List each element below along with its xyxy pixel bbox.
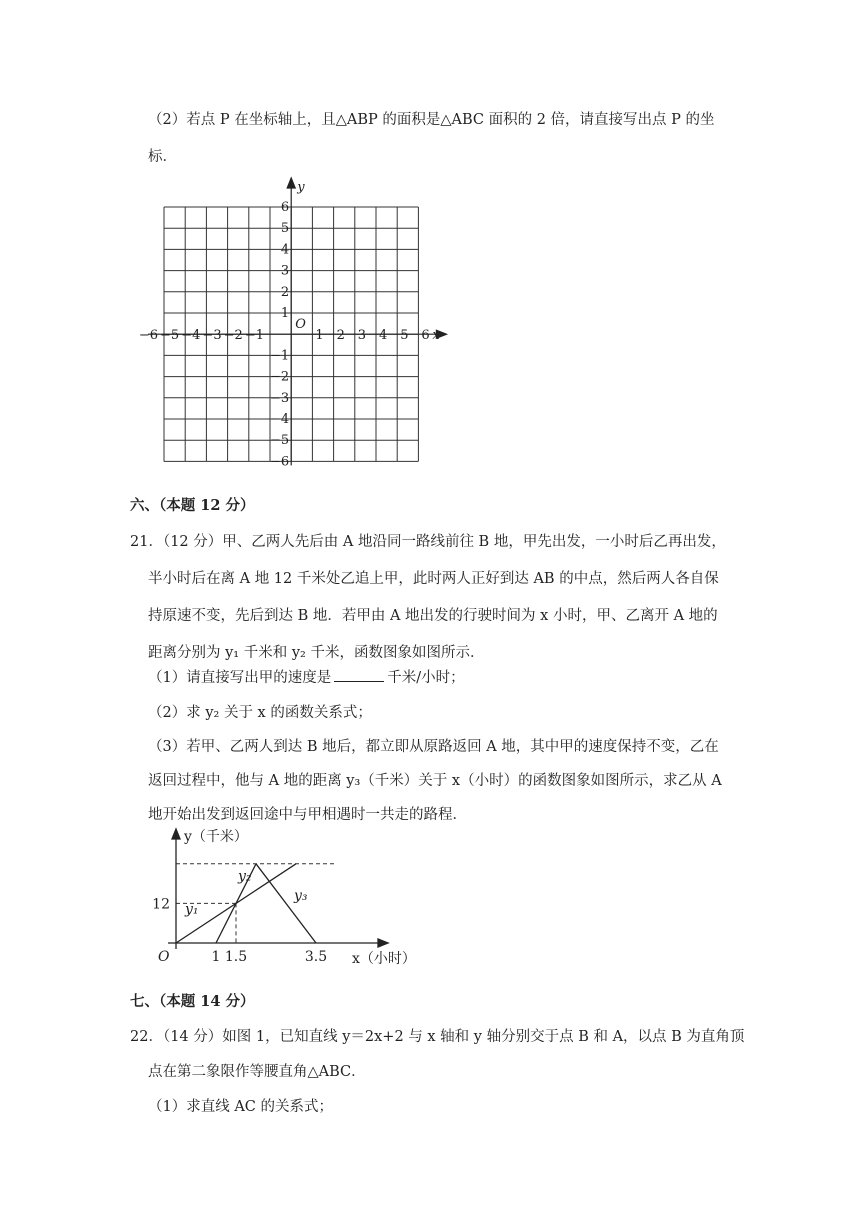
x-tick-label: −5: [160, 328, 180, 344]
y-axis-label: y（千米）: [184, 829, 248, 845]
y-tick-label: 1: [280, 306, 290, 321]
y-tick-label: −2: [270, 369, 290, 385]
x-tick-label: 3.5: [304, 949, 328, 965]
section-7-title: 七、（本题 14 分）: [130, 993, 255, 1010]
q21-line4: 距离分别为 y₁ 千米和 y₂ 千米，函数图象如图所示．: [148, 645, 485, 661]
q21-line2: 半小时后在离 A 地 12 千米处乙追上甲，此时两人正好到达 AB 的中点，然后两人各自保: [148, 571, 719, 587]
series-label: y₃: [294, 888, 308, 905]
q22-part1: （1）求直线 AC 的关系式；: [148, 1099, 334, 1115]
y-tick-label: 2: [280, 284, 290, 300]
y-axis-arrow: [172, 829, 180, 839]
q22-line1: 22．（14 分）如图 1，已知直线 y＝2x+2 与 x 轴和 y 轴分别交于点 B 和 A，以点 B 为直角顶: [130, 1029, 745, 1045]
x-tick-label: 1.5: [224, 949, 248, 965]
origin-label: O: [158, 949, 170, 965]
q22-line2: 点在第二象限作等腰直角△ABC．: [148, 1064, 366, 1080]
q21-part3-line1: （3）若甲、乙两人到达 B 地后，都立即从原路返回 A 地，其中甲的速度保持不变，乙在: [148, 739, 719, 755]
x-tick-label: 6: [421, 328, 430, 344]
q20-part2-line1: （2）若点 P 在坐标轴上，且△ABP 的面积是△ABC 面积的 2 倍，请直接写出点 P 的坐: [148, 112, 715, 128]
coordinate-grid: [0, 175, 860, 485]
y-tick-label: 5: [280, 221, 290, 237]
q21-line1: 21．（12 分）甲、乙两人先后由 A 地沿同一路线前往 B 地，甲先出发，一小时后乙再出发，: [130, 534, 726, 550]
q21-part1: [148, 666, 465, 687]
series-label: y₂: [238, 868, 252, 885]
x-tick-label: 1: [211, 949, 221, 965]
x-axis-label: x: [432, 328, 440, 344]
x-axis-label: x（小时）: [352, 951, 416, 967]
q21-line3: 持原速不变，先后到达 B 地．若甲由 A 地出发的行驶时间为 x 小时，甲、乙离开 A 地的: [148, 608, 718, 624]
y-tick-label: −3: [270, 390, 290, 406]
y-tick-label: −1: [270, 348, 290, 364]
answer-blank: [334, 667, 384, 682]
y-tick-label: 12: [152, 896, 170, 913]
q21-part1-suffix: 千米/小时；: [387, 670, 465, 686]
x-tick-label: −2: [223, 328, 243, 344]
y-tick-label: 3: [280, 263, 290, 279]
y-tick-label: −6: [270, 454, 290, 470]
q20-part2-line2: 标．: [148, 149, 177, 165]
q21-part2: （2）求 y₂ 关于 x 的函数关系式；: [148, 705, 372, 721]
x-axis-arrow: [378, 939, 388, 947]
q21-part3-line2: 返回过程中，他与 A 地的距离 y₃（千米）关于 x（小时）的函数图象如图所示，求乙从 A: [148, 773, 722, 789]
y-tick-label: −5: [270, 433, 290, 449]
series-label: y₁: [185, 901, 199, 918]
y-tick-label: −4: [270, 412, 290, 427]
x-tick-label: −3: [202, 328, 222, 344]
x-tick-label: 2: [336, 328, 345, 344]
x-tick-label: 3: [357, 328, 367, 344]
y-axis-arrow: [287, 178, 295, 188]
y-tick-label: 6: [280, 200, 290, 215]
x-tick-label: 5: [400, 328, 409, 344]
q21-part1-prefix: （1）请直接写出甲的速度是: [148, 670, 332, 686]
y-tick-label: 4: [280, 242, 290, 258]
x-tick-label: −4: [181, 328, 201, 344]
x-tick-label: 1: [315, 328, 324, 344]
function-graph: [0, 825, 860, 975]
section-6-title: 六、（本题 12 分）: [130, 497, 255, 514]
x-tick-label: −6: [138, 328, 158, 344]
y-axis-label: y: [297, 180, 305, 195]
x-tick-label: 4: [379, 328, 388, 344]
q21-part3-line3: 地开始出发到返回途中与甲相遇时一共走的路程．: [148, 807, 467, 823]
origin-label: O: [295, 317, 306, 333]
x-tick-label: −1: [244, 328, 264, 344]
